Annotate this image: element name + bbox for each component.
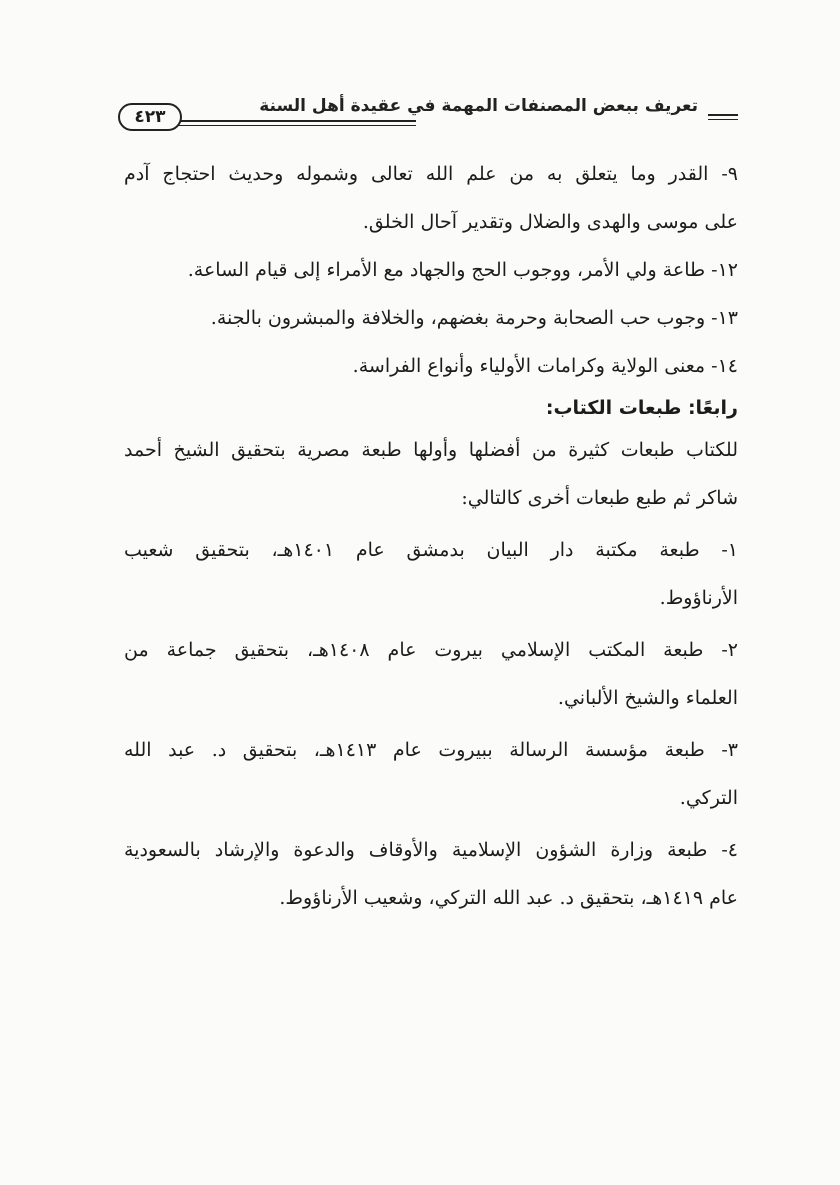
text-line: للكتاب طبعات كثيرة من أفضلها وأولها طبعة مصرية بتحقيق الشيخ أحمد: [124, 439, 738, 461]
text-line: ١- طبعة مكتبة دار البيان بدمشق عام ١٤٠١هـ، بتحقيق شعيب: [124, 539, 738, 561]
text-line: الأرناؤوط.: [659, 587, 738, 609]
header-ornament-thin: [708, 119, 738, 120]
page-body: [124, 150, 738, 922]
text-line: العلماء والشيخ الألباني.: [557, 687, 738, 709]
page-header: [118, 96, 738, 136]
text-line: ٩- القدر وما يتعلق به من علم الله تعالى وشموله وحديث احتجاج آدم: [124, 163, 738, 185]
text-line: ١٢- طاعة ولي الأمر، ووجوب الحج والجهاد مع الأمراء إلى قيام الساعة.: [187, 259, 738, 281]
page-number: ٤٢٣: [118, 103, 182, 131]
text-line: ١٣- وجوب حب الصحابة وحرمة بغضهم، والخلافة والمبشرون بالجنة.: [210, 307, 738, 329]
text-line: ٤- طبعة وزارة الشؤون الإسلامية والأوقاف والدعوة والإرشاد بالسعودية: [124, 839, 738, 861]
header-rule: [164, 120, 416, 126]
running-title: تعريف ببعض المصنفات المهمة في عقيدة أهل السنة: [259, 96, 698, 116]
header-ornament: [708, 114, 738, 116]
text-line: على موسى والهدى والضلال وتقدير آحال الخلق.: [362, 211, 738, 233]
text-line: ١٤- معنى الولاية وكرامات الأولياء وأنواع الفراسة.: [352, 355, 738, 377]
text-line: ٢- طبعة المكتب الإسلامي بيروت عام ١٤٠٨هـ، بتحقيق جماعة من: [124, 639, 738, 661]
text-line: شاكر ثم طبع طبعات أخرى كالتالي:: [461, 487, 738, 509]
section-heading: رابعًا: طبعات الكتاب:: [545, 397, 738, 419]
text-line: عام ١٤١٩هـ، بتحقيق د. عبد الله التركي، وشعيب الأرناؤوط.: [279, 887, 738, 909]
text-line: التركي.: [679, 787, 738, 809]
text-line: ٣- طبعة مؤسسة الرسالة ببيروت عام ١٤١٣هـ، بتحقيق د. عبد الله: [124, 739, 738, 761]
